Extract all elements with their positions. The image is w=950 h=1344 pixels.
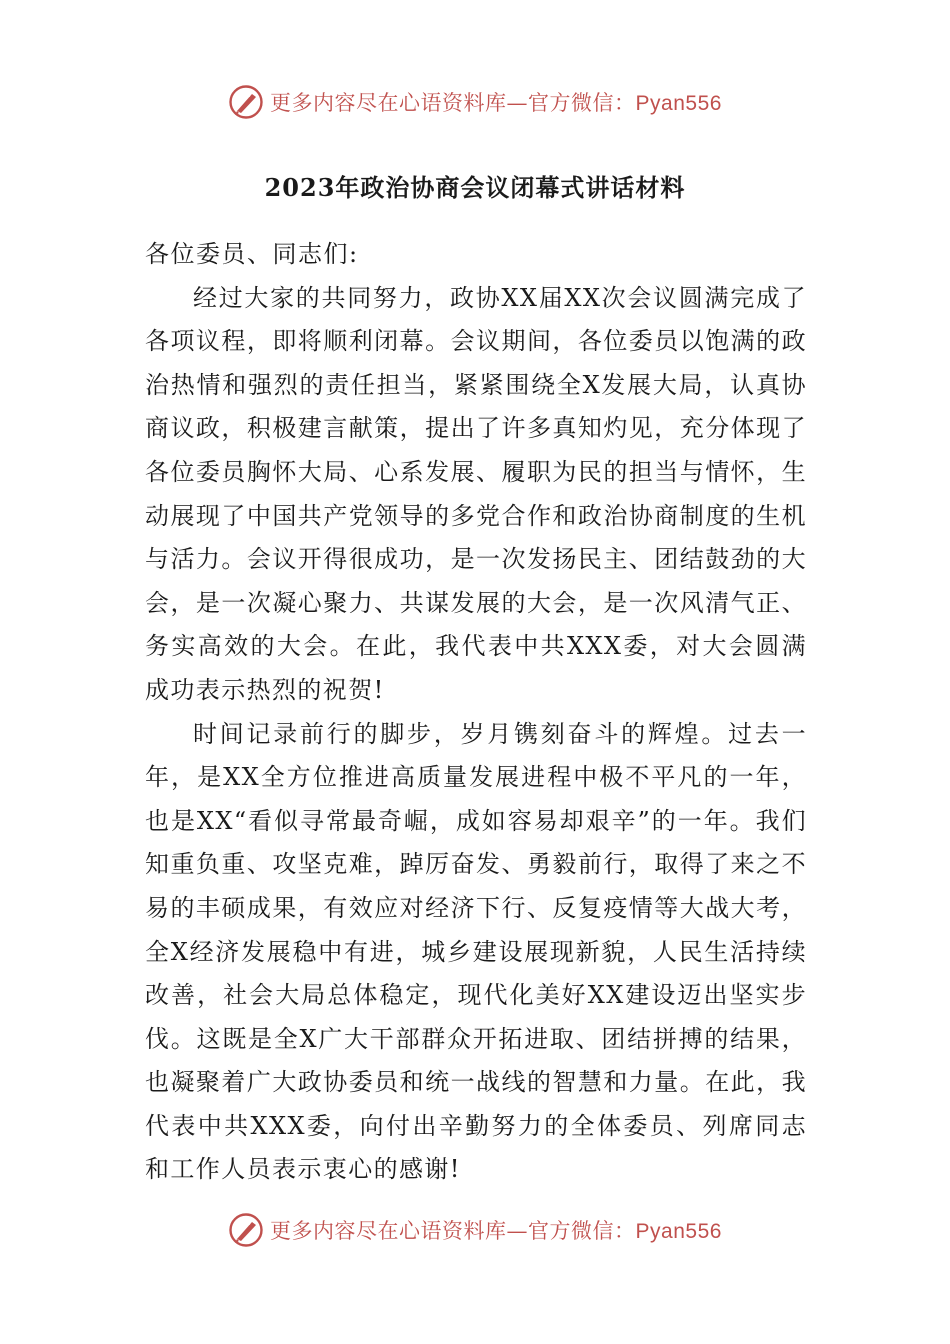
body-paragraph: 经过大家的共同努力，政协XX届XX次会议圆满完成了各项议程，即将顺利闭幕。会议期间，各位委员以饱满的政治热情和强烈的责任担当，紧紧围绕全X发展大局，认真协商议政，积极建言献策，提出了许多真知灼见，充分体现了各位委员胸怀大局、心系发展、履职为民的担当与情怀，生动展现了中国共产党领导的多党合作和政治协商制度的生机与活力。会议开得很成功，是一次发扬民主、团结鼓劲的大会，是一次凝心聚力、共谋发展的大会，是一次风清气正、务实高效的大会。在此，我代表中共XXX委，对大会圆满成功表示热烈的祝贺! (145, 283, 807, 704)
document-title: 2023年政治协商会议闭幕式讲话材料 (264, 173, 686, 202)
banner-text (270, 1215, 722, 1245)
banner-text-cn: 更多内容尽在心语资料库—官方微信： (270, 1219, 636, 1243)
banner-wechat-id: Pyan556 (635, 92, 722, 115)
salutation: 各位委员、同志们: (145, 240, 359, 268)
pen-logo-icon (228, 1212, 264, 1248)
document-body (145, 233, 807, 1192)
footer-banner (0, 1208, 950, 1252)
body-paragraph: 时间记录前行的脚步，岁月镌刻奋斗的辉煌。过去一年，是XX全方位推进高质量发展进程中极不平凡的一年，也是XX“看似寻常最奇崛，成如容易却艰辛”的一年。我们知重负重、攻坚克难，踔厉奋发、勇毅前行，取得了来之不易的丰硕成果，有效应对经济下行、反复疫情等大战大考，全X经济发展稳中有进，城乡建设展现新貌，人民生活持续改善，社会大局总体稳定，现代化美好XX建设迈出坚实步伐。这既是全X广大干部群众开拓进取、团结拼搏的结果，也凝聚着广大政协委员和统一战线的智慧和力量。在此，我代表中共XXX委，向付出辛勤努力的全体委员、列席同志和工作人员表示衷心的感谢! (145, 719, 807, 1184)
banner-text-cn: 更多内容尽在心语资料库—官方微信： (270, 91, 636, 115)
banner-wechat-id: Pyan556 (635, 1220, 722, 1243)
header-banner (0, 80, 950, 124)
banner-text (270, 87, 722, 117)
pen-logo-icon (228, 84, 264, 120)
